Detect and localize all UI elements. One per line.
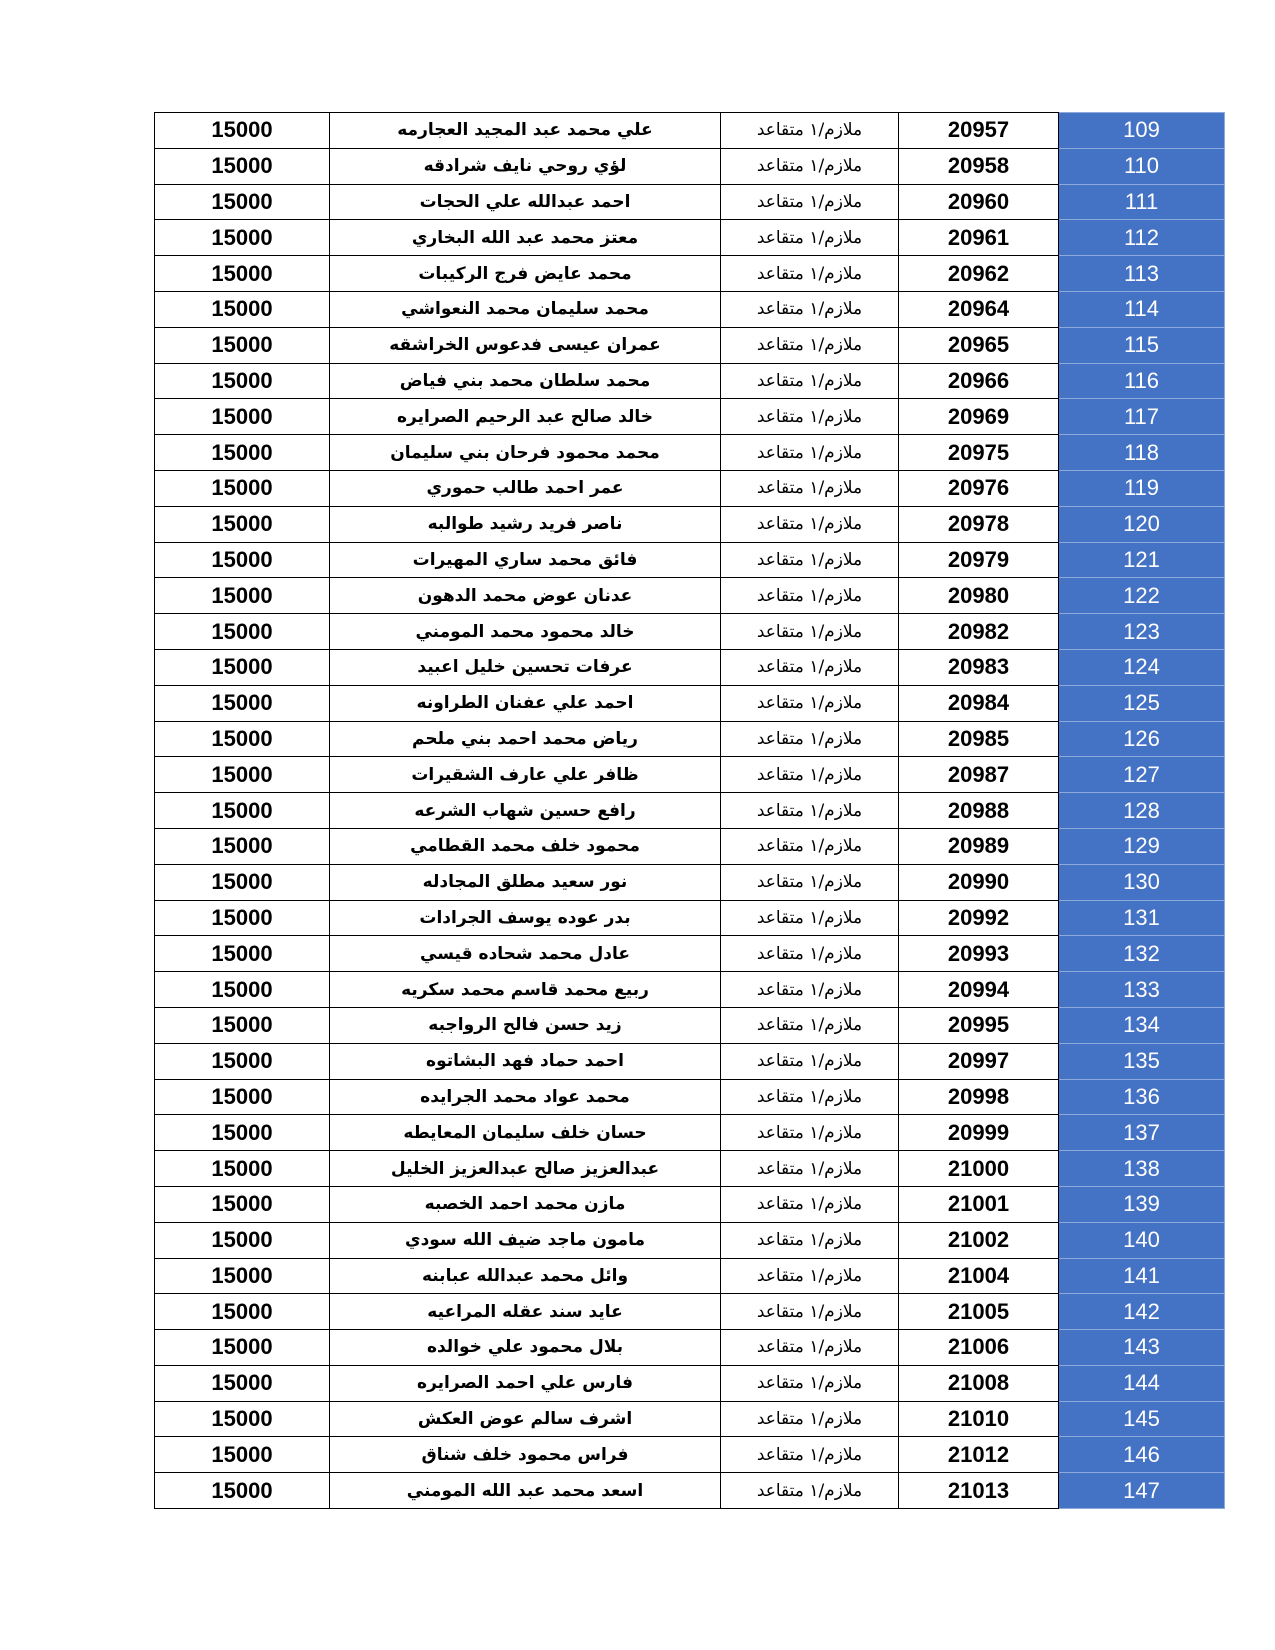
rank-cell: ملازم/١ متقاعد [721,1401,899,1437]
table-row [155,399,1225,435]
name-cell: ظافر علي عارف الشقيرات [330,757,721,793]
id-cell: 20989 [899,828,1059,864]
table-row [155,649,1225,685]
name-cell: بلال محمود علي خوالده [330,1330,721,1366]
rank-cell: ملازم/١ متقاعد [721,1079,899,1115]
rank-cell: ملازم/١ متقاعد [721,1294,899,1330]
rank-cell: ملازم/١ متقاعد [721,363,899,399]
id-cell: 20964 [899,291,1059,327]
row-number-cell: 113 [1059,256,1225,292]
row-number-cell: 135 [1059,1043,1225,1079]
rank-cell: ملازم/١ متقاعد [721,1115,899,1151]
row-number-cell: 112 [1059,220,1225,256]
amount-cell: 15000 [155,936,330,972]
amount-cell: 15000 [155,1258,330,1294]
rank-cell: ملازم/١ متقاعد [721,184,899,220]
rank-cell: ملازم/١ متقاعد [721,721,899,757]
table-row [155,220,1225,256]
rank-cell: ملازم/١ متقاعد [721,148,899,184]
name-cell: زيد حسن فالح الرواجبه [330,1007,721,1043]
row-number-cell: 127 [1059,757,1225,793]
id-cell: 20997 [899,1043,1059,1079]
rank-cell: ملازم/١ متقاعد [721,649,899,685]
amount-cell: 15000 [155,972,330,1008]
id-cell: 21000 [899,1151,1059,1187]
amount-cell: 15000 [155,1473,330,1509]
table-row [155,1258,1225,1294]
row-number-cell: 143 [1059,1330,1225,1366]
amount-cell: 15000 [155,113,330,149]
table-row [155,685,1225,721]
rank-cell: ملازم/١ متقاعد [721,113,899,149]
name-cell: عبدالعزيز صالح عبدالعزيز الخليل [330,1151,721,1187]
table-row [155,1043,1225,1079]
id-cell: 20982 [899,614,1059,650]
row-number-cell: 131 [1059,900,1225,936]
row-number-cell: 121 [1059,542,1225,578]
table-row [155,435,1225,471]
table-row [155,1151,1225,1187]
amount-cell: 15000 [155,1294,330,1330]
row-number-cell: 142 [1059,1294,1225,1330]
id-cell: 20993 [899,936,1059,972]
table-row [155,900,1225,936]
id-cell: 21001 [899,1186,1059,1222]
row-number-cell: 114 [1059,291,1225,327]
id-cell: 21002 [899,1222,1059,1258]
row-number-cell: 133 [1059,972,1225,1008]
table-row [155,1079,1225,1115]
name-cell: حسان خلف سليمان المعايطه [330,1115,721,1151]
amount-cell: 15000 [155,220,330,256]
amount-cell: 15000 [155,148,330,184]
rank-cell: ملازم/١ متقاعد [721,291,899,327]
rank-cell: ملازم/١ متقاعد [721,1473,899,1509]
row-number-cell: 147 [1059,1473,1225,1509]
rank-cell: ملازم/١ متقاعد [721,1222,899,1258]
name-cell: احمد عبدالله علي الحجات [330,184,721,220]
rank-cell: ملازم/١ متقاعد [721,220,899,256]
name-cell: اسعد محمد عبد الله المومني [330,1473,721,1509]
amount-cell: 15000 [155,435,330,471]
id-cell: 20979 [899,542,1059,578]
row-number-cell: 125 [1059,685,1225,721]
amount-cell: 15000 [155,828,330,864]
amount-cell: 15000 [155,1330,330,1366]
name-cell: فارس علي احمد الصرايره [330,1365,721,1401]
id-cell: 21013 [899,1473,1059,1509]
id-cell: 21006 [899,1330,1059,1366]
name-cell: محمد عواد محمد الجرايده [330,1079,721,1115]
name-cell: بدر عوده يوسف الجرادات [330,900,721,936]
row-number-cell: 118 [1059,435,1225,471]
amount-cell: 15000 [155,1043,330,1079]
name-cell: محمد عايض فرج الركيبات [330,256,721,292]
rank-cell: ملازم/١ متقاعد [721,972,899,1008]
rank-cell: ملازم/١ متقاعد [721,1330,899,1366]
rank-cell: ملازم/١ متقاعد [721,828,899,864]
id-cell: 20961 [899,220,1059,256]
name-cell: محمود خلف محمد القطامي [330,828,721,864]
table-row [155,936,1225,972]
name-cell: ناصر فريد رشيد طوالبه [330,506,721,542]
amount-cell: 15000 [155,542,330,578]
amount-cell: 15000 [155,184,330,220]
amount-cell: 15000 [155,793,330,829]
id-cell: 20983 [899,649,1059,685]
row-number-cell: 120 [1059,506,1225,542]
rank-cell: ملازم/١ متقاعد [721,1007,899,1043]
row-number-cell: 130 [1059,864,1225,900]
id-cell: 20999 [899,1115,1059,1151]
rank-cell: ملازم/١ متقاعد [721,1151,899,1187]
row-number-cell: 126 [1059,721,1225,757]
table-row [155,1473,1225,1509]
amount-cell: 15000 [155,399,330,435]
table-row [155,721,1225,757]
amount-cell: 15000 [155,470,330,506]
row-number-cell: 116 [1059,363,1225,399]
table-row [155,972,1225,1008]
id-cell: 20995 [899,1007,1059,1043]
amount-cell: 15000 [155,1437,330,1473]
row-number-cell: 134 [1059,1007,1225,1043]
rank-cell: ملازم/١ متقاعد [721,578,899,614]
name-cell: رافع حسين شهاب الشرعه [330,793,721,829]
row-number-cell: 145 [1059,1401,1225,1437]
document-table-sheet [154,112,1222,1509]
row-number-cell: 140 [1059,1222,1225,1258]
id-cell: 21012 [899,1437,1059,1473]
id-cell: 20958 [899,148,1059,184]
name-cell: عرفات تحسين خليل اعبيد [330,649,721,685]
name-cell: عدنان عوض محمد الدهون [330,578,721,614]
amount-cell: 15000 [155,721,330,757]
name-cell: عادل محمد شحاده قيسي [330,936,721,972]
id-cell: 20957 [899,113,1059,149]
amount-cell: 15000 [155,291,330,327]
row-number-cell: 129 [1059,828,1225,864]
rank-cell: ملازم/١ متقاعد [721,542,899,578]
id-cell: 20998 [899,1079,1059,1115]
amount-cell: 15000 [155,864,330,900]
name-cell: محمد محمود فرحان بني سليمان [330,435,721,471]
name-cell: عمران عيسى فدعوس الخراشقه [330,327,721,363]
table-row [155,1222,1225,1258]
table-row [155,578,1225,614]
table-row [155,1437,1225,1473]
name-cell: لؤي روحي نايف شرادقه [330,148,721,184]
table-row [155,1186,1225,1222]
row-number-cell: 117 [1059,399,1225,435]
id-cell: 20978 [899,506,1059,542]
row-number-cell: 122 [1059,578,1225,614]
rank-cell: ملازم/١ متقاعد [721,614,899,650]
table-row [155,256,1225,292]
name-cell: معتز محمد عبد الله البخاري [330,220,721,256]
row-number-cell: 119 [1059,470,1225,506]
amount-cell: 15000 [155,1401,330,1437]
rank-cell: ملازم/١ متقاعد [721,1186,899,1222]
table-row [155,148,1225,184]
table-row [155,1365,1225,1401]
name-cell: مامون ماجد ضيف الله سودي [330,1222,721,1258]
table-row [155,828,1225,864]
name-cell: فراس محمود خلف شناق [330,1437,721,1473]
table-row [155,327,1225,363]
amount-cell: 15000 [155,1115,330,1151]
row-number-cell: 138 [1059,1151,1225,1187]
rank-cell: ملازم/١ متقاعد [721,793,899,829]
amount-cell: 15000 [155,1222,330,1258]
row-number-cell: 110 [1059,148,1225,184]
amount-cell: 15000 [155,256,330,292]
row-number-cell: 144 [1059,1365,1225,1401]
rank-cell: ملازم/١ متقاعد [721,685,899,721]
amount-cell: 15000 [155,506,330,542]
row-number-cell: 146 [1059,1437,1225,1473]
table-row [155,1401,1225,1437]
name-cell: احمد حماد فهد البشاتوه [330,1043,721,1079]
row-number-cell: 123 [1059,614,1225,650]
table-row [155,291,1225,327]
name-cell: خالد محمود محمد المومني [330,614,721,650]
rank-cell: ملازم/١ متقاعد [721,900,899,936]
table-row [155,113,1225,149]
name-cell: فائق محمد ساري المهيرات [330,542,721,578]
rank-cell: ملازم/١ متقاعد [721,470,899,506]
rank-cell: ملازم/١ متقاعد [721,1437,899,1473]
rank-cell: ملازم/١ متقاعد [721,327,899,363]
row-number-cell: 109 [1059,113,1225,149]
amount-cell: 15000 [155,757,330,793]
id-cell: 21005 [899,1294,1059,1330]
table-row [155,184,1225,220]
table-row [155,542,1225,578]
amount-cell: 15000 [155,1365,330,1401]
table-row [155,793,1225,829]
id-cell: 20984 [899,685,1059,721]
row-number-cell: 124 [1059,649,1225,685]
rank-cell: ملازم/١ متقاعد [721,506,899,542]
id-cell: 20966 [899,363,1059,399]
name-cell: علي محمد عبد المجيد العجارمه [330,113,721,149]
table-row [155,363,1225,399]
amount-cell: 15000 [155,900,330,936]
name-cell: نور سعيد مطلق المجادله [330,864,721,900]
row-number-cell: 137 [1059,1115,1225,1151]
rank-cell: ملازم/١ متقاعد [721,757,899,793]
row-number-cell: 139 [1059,1186,1225,1222]
name-cell: عايد سند عقله المراعيه [330,1294,721,1330]
name-cell: عمر احمد طالب حموري [330,470,721,506]
id-cell: 21008 [899,1365,1059,1401]
row-number-cell: 132 [1059,936,1225,972]
rank-cell: ملازم/١ متقاعد [721,1365,899,1401]
id-cell: 20980 [899,578,1059,614]
id-cell: 21010 [899,1401,1059,1437]
amount-cell: 15000 [155,327,330,363]
id-cell: 20976 [899,470,1059,506]
id-cell: 20969 [899,399,1059,435]
table-row [155,506,1225,542]
amount-cell: 15000 [155,1186,330,1222]
id-cell: 21004 [899,1258,1059,1294]
table-row [155,1294,1225,1330]
row-number-cell: 128 [1059,793,1225,829]
amount-cell: 15000 [155,614,330,650]
amount-cell: 15000 [155,1079,330,1115]
row-number-cell: 136 [1059,1079,1225,1115]
table-row [155,1115,1225,1151]
id-cell: 20987 [899,757,1059,793]
personnel-table [154,112,1225,1509]
table-body [155,113,1225,1509]
id-cell: 20985 [899,721,1059,757]
name-cell: خالد صالح عبد الرحيم الصرايره [330,399,721,435]
amount-cell: 15000 [155,649,330,685]
id-cell: 20990 [899,864,1059,900]
amount-cell: 15000 [155,363,330,399]
id-cell: 20960 [899,184,1059,220]
id-cell: 20962 [899,256,1059,292]
rank-cell: ملازم/١ متقاعد [721,435,899,471]
id-cell: 20992 [899,900,1059,936]
row-number-cell: 111 [1059,184,1225,220]
name-cell: محمد سليمان محمد النعواشي [330,291,721,327]
rank-cell: ملازم/١ متقاعد [721,936,899,972]
table-row [155,864,1225,900]
rank-cell: ملازم/١ متقاعد [721,1043,899,1079]
rank-cell: ملازم/١ متقاعد [721,1258,899,1294]
name-cell: محمد سلطان محمد بني فياض [330,363,721,399]
rank-cell: ملازم/١ متقاعد [721,399,899,435]
name-cell: احمد علي عفنان الطراونه [330,685,721,721]
id-cell: 20975 [899,435,1059,471]
rank-cell: ملازم/١ متقاعد [721,256,899,292]
id-cell: 20994 [899,972,1059,1008]
row-number-cell: 141 [1059,1258,1225,1294]
table-row [155,614,1225,650]
id-cell: 20988 [899,793,1059,829]
row-number-cell: 115 [1059,327,1225,363]
id-cell: 20965 [899,327,1059,363]
name-cell: مازن محمد احمد الخصبه [330,1186,721,1222]
name-cell: ربيع محمد قاسم محمد سكريه [330,972,721,1008]
table-row [155,757,1225,793]
table-row [155,470,1225,506]
table-row [155,1330,1225,1366]
amount-cell: 15000 [155,578,330,614]
name-cell: اشرف سالم عوض العكش [330,1401,721,1437]
amount-cell: 15000 [155,1151,330,1187]
rank-cell: ملازم/١ متقاعد [721,864,899,900]
table-row [155,1007,1225,1043]
amount-cell: 15000 [155,1007,330,1043]
name-cell: وائل محمد عبدالله عبابنه [330,1258,721,1294]
amount-cell: 15000 [155,685,330,721]
name-cell: رياض محمد احمد بني ملحم [330,721,721,757]
